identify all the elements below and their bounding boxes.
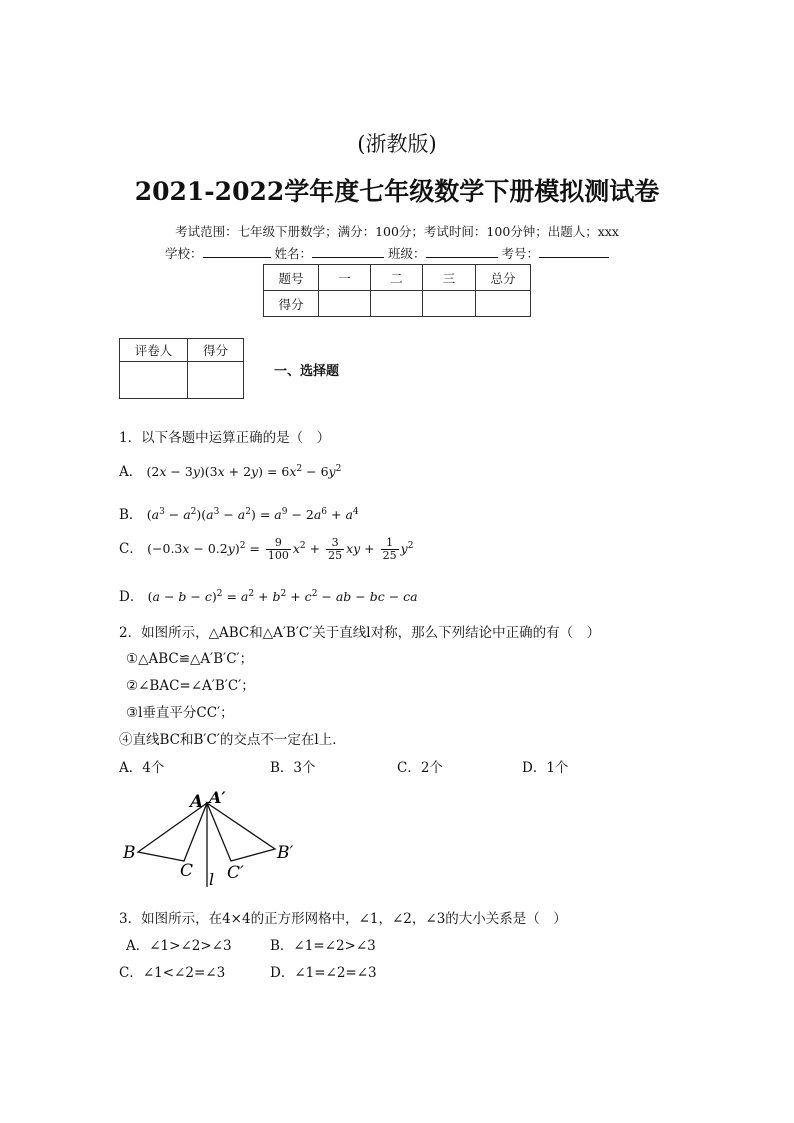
grader-table	[119, 338, 244, 399]
score-cell[interactable]	[476, 291, 531, 317]
q3-option-d[interactable]: D．∠1=∠2=∠3	[270, 965, 377, 981]
grader-cell[interactable]	[120, 362, 188, 399]
score-cell[interactable]	[423, 291, 476, 317]
label-a: A	[190, 792, 204, 812]
q2-option-c[interactable]: C．2个	[397, 760, 443, 776]
score-table	[263, 264, 531, 317]
score-header-cell: 二	[371, 265, 423, 291]
number-blank[interactable]	[539, 244, 609, 258]
label-b-prime: B′	[277, 843, 294, 863]
q2-statement-1: ①△ABC≌△A′B′C′；	[126, 651, 254, 667]
option-letter: B．	[119, 507, 143, 523]
q1-d-expression: $(a - b - c)^2 = a^2 + b^2 + c^2$ − ab − bc − ca	[147, 588, 418, 604]
q2-stem: 2．如图所示，△ABC和△A′B′C′关于直线l对称，那么下列结论中正确的有（ ）	[119, 625, 601, 641]
triangle-a-prime	[207, 803, 275, 861]
grader-cell[interactable]	[188, 362, 244, 399]
class-blank[interactable]	[426, 244, 498, 258]
fraction: $\frac{1}{25}$	[382, 536, 397, 562]
student-fields	[165, 244, 609, 262]
q2-statement-2: ②∠BAC=∠A′B′C′；	[126, 678, 255, 694]
q1-option-d[interactable]	[119, 585, 418, 605]
page-title: 2021-2022学年度七年级数学下册模拟测试卷	[134, 177, 660, 206]
class-label: 班级：	[388, 246, 426, 261]
fraction: $\frac{3}{25}$	[328, 536, 343, 562]
score-header-cell: 题号	[264, 265, 319, 291]
q3-option-b[interactable]: B．∠1=∠2>∠3	[270, 938, 376, 954]
score-cell[interactable]	[319, 291, 371, 317]
label-c-prime: C′	[227, 863, 244, 883]
school-label: 学校：	[165, 246, 203, 261]
q1-option-c[interactable]	[119, 537, 413, 562]
label-b: B	[123, 843, 136, 863]
q1-option-a[interactable]	[119, 460, 341, 480]
section-title: 一、选择题	[274, 364, 340, 379]
q1-option-b[interactable]	[119, 503, 359, 523]
label-c: C	[180, 861, 194, 881]
exam-info: 考试范围：七年级下册数学；满分：100分；考试时间：100分钟；出题人；xxx	[175, 224, 619, 239]
q2-option-b[interactable]: B．3个	[270, 760, 316, 776]
subtitle: (浙教版)	[357, 132, 437, 156]
score-header-cell: 三	[423, 265, 476, 291]
score-header-cell: 总分	[476, 265, 531, 291]
fraction: $\frac{9}{100}$	[267, 536, 289, 562]
q3-option-c[interactable]: C．∠1<∠2=∠3	[119, 965, 226, 981]
q1-b-expression: $(a^3 - a^2)(a^3 - a^2) = a^9 - 2a^6 + a^4$	[146, 506, 359, 522]
symmetry-figure	[118, 786, 308, 890]
q1-a-expression: $(2x - 3y)(3x + 2y) = 6x^2 - 6y^2$	[146, 463, 342, 479]
grader-table-header	[120, 339, 244, 362]
option-letter: D．	[119, 589, 144, 605]
q2-option-a[interactable]: A．4个	[119, 760, 165, 776]
option-letter: A．	[119, 464, 143, 480]
score-row-label: 得分	[264, 291, 319, 317]
score-cell[interactable]	[371, 291, 423, 317]
grader-table-row	[120, 362, 244, 399]
score-table-header	[264, 265, 531, 291]
q2-option-d[interactable]: D．1个	[522, 760, 569, 776]
grader-header-cell: 评卷人	[120, 339, 188, 362]
q3-stem: 3．如图所示，在4×4的正方形网格中，∠1，∠2，∠3的大小关系是（ ）	[119, 911, 567, 927]
q1-stem: 1．以下各题中运算正确的是（ ）	[119, 430, 331, 446]
name-blank[interactable]	[312, 244, 384, 258]
number-label: 考号：	[501, 246, 540, 261]
score-table-row	[264, 291, 531, 317]
label-a-prime: A′	[209, 788, 226, 807]
school-blank[interactable]	[203, 244, 271, 258]
q1-c-expression: $(-0.3x - 0.2y)^2$ = $\frac{9}{100}$ $x^2$ + $\frac{3}{25}$ xy + $\frac{1}{25}$ $y^2$	[147, 536, 414, 562]
label-l: l	[209, 870, 215, 889]
option-letter: C．	[119, 541, 143, 557]
grader-header-cell: 得分	[188, 339, 244, 362]
q3-option-a[interactable]: A．∠1>∠2>∠3	[126, 938, 232, 954]
q2-statement-4: ④直线BC和B′C′的交点不一定在l上．	[119, 732, 346, 748]
q2-statement-3: ③l垂直平分CC′；	[126, 705, 234, 721]
score-header-cell: 一	[319, 265, 371, 291]
name-label: 姓名：	[274, 246, 313, 261]
